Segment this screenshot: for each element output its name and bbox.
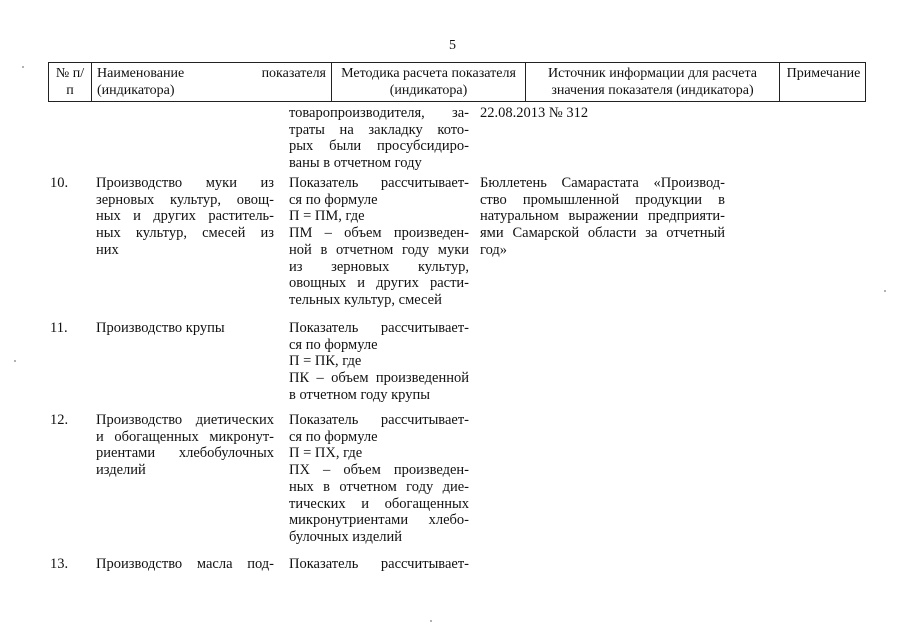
text-line: ся по формуле — [289, 336, 378, 353]
text-line: П = ПХ, где — [289, 445, 363, 462]
table-header — [48, 62, 866, 102]
text-line: и обогащенных микронут- — [96, 428, 274, 445]
text-line: тельных культур, смесей — [289, 291, 442, 308]
text-line: ПК – объем произведенной — [289, 370, 469, 387]
text-line: них — [96, 241, 119, 258]
text-line: 22.08.2013 № 312 — [480, 105, 589, 121]
header-method: Методика расчета показателя (индикатора) — [331, 63, 525, 101]
scan-speck — [430, 620, 432, 622]
row-12-name — [96, 412, 274, 479]
text-line: зерновых культур, овощ- — [96, 191, 274, 208]
text-line: ПМ – объем произведен- — [289, 225, 469, 242]
text-line: Производство крупы — [96, 320, 225, 336]
text-line: ных культур, смесей из — [96, 225, 274, 242]
row-12-method — [289, 412, 469, 546]
text-line: риентами хлебобулочных — [96, 445, 274, 462]
text-line: булочных изделий — [289, 528, 403, 545]
text-line: П = ПК, где — [289, 353, 362, 370]
row-11-name — [96, 320, 274, 337]
text-line: год» — [480, 241, 508, 258]
text-line: ПХ – объем произведен- — [289, 462, 469, 479]
text-line: Показатель рассчитывает- — [289, 175, 469, 191]
text-line: ями Самарской области за отчетный — [480, 225, 725, 242]
text-line: рых были просубсидиро- — [289, 138, 469, 155]
row-13-name — [96, 556, 274, 573]
text-line: траты на закладку кото- — [289, 121, 469, 138]
text-line: Производство диетических — [96, 412, 274, 428]
text-line: Показатель рассчитывает- — [289, 412, 469, 428]
text-line: ваны в отчетном году — [289, 155, 422, 172]
text-line: микронутриентами хлебо- — [289, 512, 469, 529]
row-10-source — [480, 175, 725, 259]
text-line: ных и других раститель- — [96, 208, 274, 225]
text-line: товаропроизводителя, за- — [289, 105, 469, 121]
scan-speck — [22, 66, 24, 68]
row-13-method — [289, 556, 469, 573]
text-line: ство промышленной продукции в — [480, 191, 725, 208]
text-line: ной в отчетном году муки — [289, 241, 469, 258]
text-line: из зерновых культур, — [289, 258, 469, 275]
text-line: П = ПМ, где — [289, 208, 365, 225]
text-line: изделий — [96, 462, 146, 479]
carryover-method — [289, 105, 469, 172]
text-line: Показатель рассчитывает- — [289, 556, 469, 572]
text-line: натуральном выражении предприяти- — [480, 208, 725, 225]
text-line: Производство масла под- — [96, 556, 274, 572]
text-line: тических и обогащенных — [289, 495, 469, 512]
page-number: 5 — [449, 38, 456, 53]
row-12-num: 12. — [50, 412, 69, 428]
row-11-num: 11. — [50, 320, 68, 336]
scan-speck — [14, 360, 16, 362]
row-10-method — [289, 175, 469, 309]
text-line: ных в отчетном году дие- — [289, 478, 469, 495]
row-10-name — [96, 175, 274, 259]
row-10-num: 10. — [50, 175, 69, 191]
text-line: ся по формуле — [289, 191, 378, 208]
text-line: ся по формуле — [289, 428, 378, 445]
text-line: овощных и других расти- — [289, 275, 469, 292]
row-13-num: 13. — [50, 556, 69, 572]
scan-speck — [884, 290, 886, 292]
header-num: № п/п — [55, 66, 85, 98]
text-line: в отчетном году крупы — [289, 386, 430, 403]
header-name: Наименование показателя (индикатора) — [91, 63, 331, 101]
header-note: Примечание — [779, 63, 867, 101]
header-source: Источник информации для расчета значения показателя (индикатора) — [525, 63, 779, 101]
text-line: Показатель рассчитывает- — [289, 320, 469, 336]
text-line: Производство муки из — [96, 175, 274, 191]
carryover-source — [480, 105, 725, 122]
text-line: Бюллетень Самарастата «Производ- — [480, 175, 725, 191]
row-11-method — [289, 320, 469, 404]
